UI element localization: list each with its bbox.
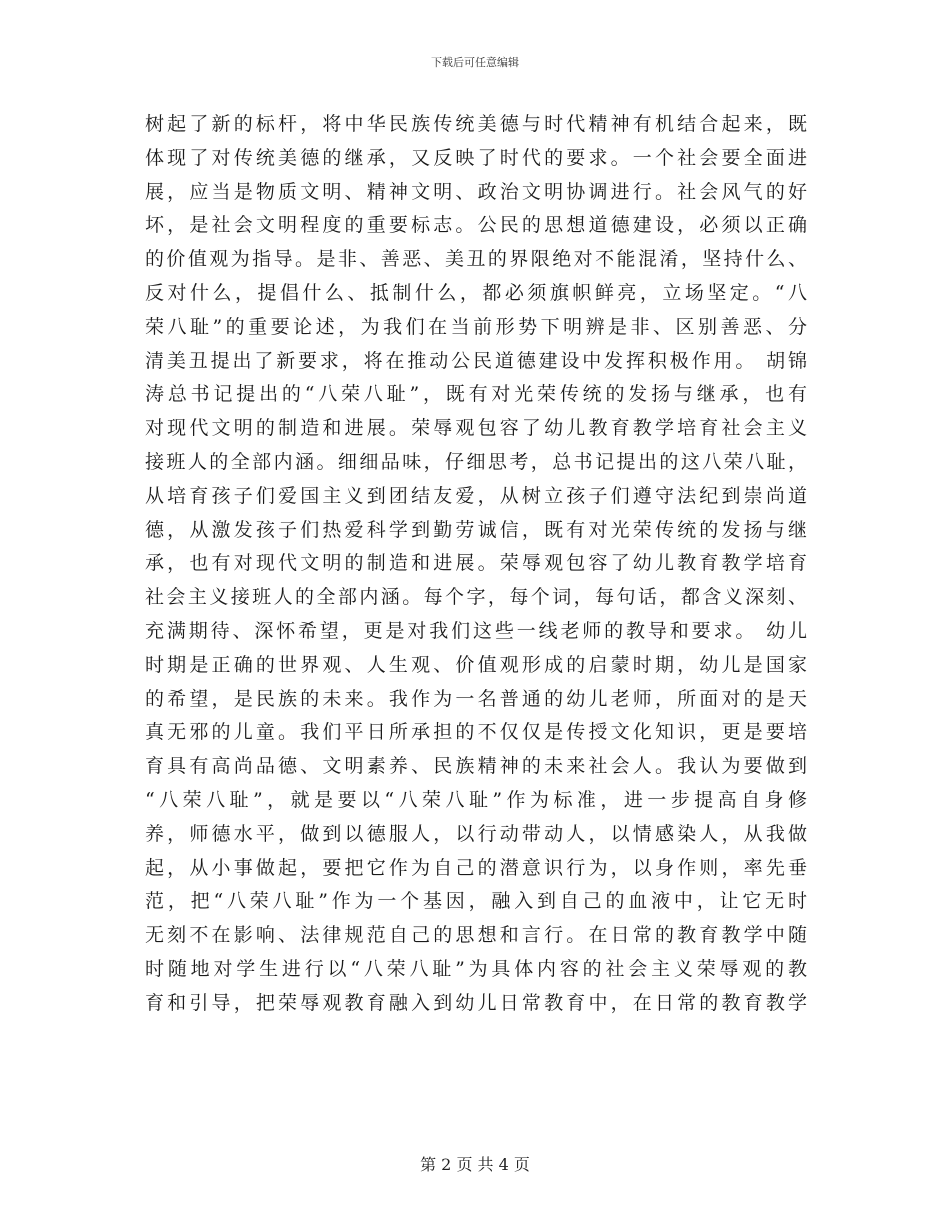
body-line: 无刻不在影响、法律规范自己的思想和言行。在日常的教育教学中随 xyxy=(145,924,807,947)
body-line: 承，也有对现代文明的制造和进展。荣辱观包容了幼儿教育教学培育 xyxy=(145,552,807,575)
body-line: 接班人的全部内涵。细细品味，仔细思考，总书记提出的这八荣八耻， xyxy=(145,450,807,473)
body-line: 坏，是社会文明程度的重要标志。公民的思想道德建设，必须以正确 xyxy=(145,214,807,237)
body-line: 清美丑提出了新要求，将在推动公民道德建设中发挥积极作用。 胡锦 xyxy=(145,349,807,372)
body-line: 育和引导，把荣辱观教育融入到幼儿日常教育中，在日常的教育教学 xyxy=(145,991,807,1014)
body-line: 荣八耻”的重要论述，为我们在当前形势下明辨是非、区别善恶、分 xyxy=(145,315,807,338)
body-line: 时随地对学生进行以“八荣八耻”为具体内容的社会主义荣辱观的教 xyxy=(145,957,807,980)
body-line: 充满期待、深怀希望，更是对我们这些一线老师的教导和要求。 幼儿 xyxy=(145,619,807,642)
page-number: 第 2 页 共 4 页 xyxy=(420,1155,530,1174)
body-line: 真无邪的儿童。我们平日所承担的不仅仅是传授文化知识，更是要培 xyxy=(145,721,807,744)
body-line: 反对什么，提倡什么、抵制什么，都必须旗帜鲜亮，立场坚定。“八 xyxy=(145,281,807,304)
body-line: 的希望，是民族的未来。我作为一名普通的幼儿老师，所面对的是天 xyxy=(145,687,807,710)
body-line: 起，从小事做起，要把它作为自己的潜意识行为，以身作则，率先垂 xyxy=(145,856,807,879)
body-line: 树起了新的标杆，将中华民族传统美德与时代精神有机结合起来，既 xyxy=(145,113,807,135)
body-line: 时期是正确的世界观、人生观、价值观形成的启蒙时期，幼儿是国家 xyxy=(145,653,807,676)
body-line: 展，应当是物质文明、精神文明、政治文明协调进行。社会风气的好 xyxy=(145,180,807,203)
body-line: 范，把“八荣八耻”作为一个基因，融入到自己的血液中，让它无时 xyxy=(145,890,807,913)
body-line: 社会主义接班人的全部内涵。每个字，每个词，每句话，都含义深刻、 xyxy=(145,586,807,609)
body-line: 的价值观为指导。是非、善恶、美丑的界限绝对不能混淆，坚持什么、 xyxy=(145,248,807,271)
body-line: 养，师德水平，做到以德服人，以行动带动人，以情感染人，从我做 xyxy=(145,822,807,845)
page-header: 下载后可任意编辑 xyxy=(431,56,519,69)
body-line: 涛总书记提出的“八荣八耻”，既有对光荣传统的发扬与继承，也有 xyxy=(145,383,807,406)
body-line: 从培育孩子们爱国主义到团结友爱，从树立孩子们遵守法纪到崇尚道 xyxy=(145,484,807,507)
body-line: 体现了对传统美德的继承，又反映了时代的要求。一个社会要全面进 xyxy=(145,146,807,169)
body-line: “八荣八耻”，就是要以“八荣八耻”作为标准，进一步提高自身修 xyxy=(145,788,807,811)
body-line: 对现代文明的制造和进展。荣辱观包容了幼儿教育教学培育社会主义 xyxy=(145,417,807,440)
document-body xyxy=(145,108,807,1021)
body-line: 德，从激发孩子们热爱科学到勤劳诚信，既有对光荣传统的发扬与继 xyxy=(145,518,807,541)
body-line: 育具有高尚品德、文明素养、民族精神的未来社会人。我认为要做到 xyxy=(145,755,807,778)
